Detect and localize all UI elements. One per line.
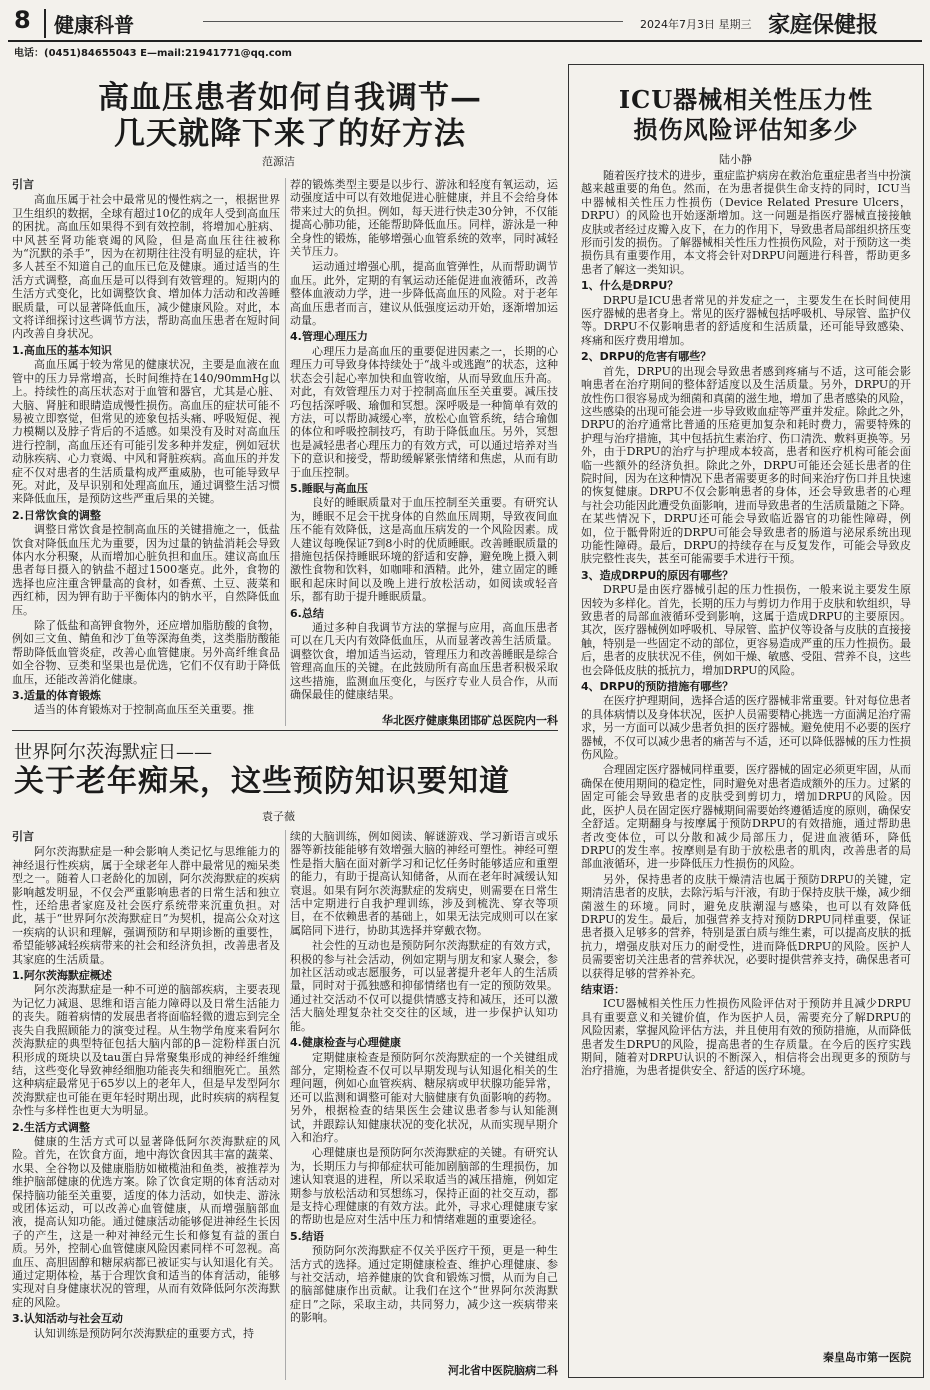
- paragraph: 另外，保持患者的皮肤干燥清洁也属于预防DRPU的关键，定期清洁患者的皮肤，去除污垢与汗液，有助于保持皮肤干燥，减少细菌滋生的环境。同时，避免皮肤潮湿与感染，也可以有效降低DRPU的发生。最后，加强营养支持对预防DRPU同样重要，保证患者摄入足够多的营养，特别是蛋白质与维生素，可以提高皮肤的抵抗力，增强皮肤对压力的耐受性，进而降低DRPU的风险。医护人员需要密切关注患者的营养状况，必要时提供营养支持，确保患者可以获得足够的营养补充。: [581, 872, 911, 980]
- section-heading: 3.适量的体育锻炼: [12, 689, 101, 703]
- paragraph: 良好的睡眠质量对于血压控制至关重要。有研究认为，睡眠不足会干扰身体的自然血压周期，导致夜间血压不能有效降低，这是高血压病发的一个风险因素。成人建议每晚保证7到8小时的优质睡眠。改善睡眠质量的措施包括保持睡眠环境的舒适和安静，避免晚上摄入刺激性食物和饮料，如咖啡和酒精。此外，建立固定的睡眠和起床时间以及晚上进行放松活动，如阅读或轻音乐，都有助于提升睡眠质量。: [290, 496, 558, 604]
- paragraph: 阿尔茨海默症是一种会影响人类记忆与思维能力的神经退行性疾病，属于全球老年人群中最常见的痴呆类型之一。随着人口老龄化的加剧，阿尔茨海默症的疾病影响越发明显，不仅会严重影响患者的日常生活和独立性，还给患者家庭及社会医疗系统带来沉重负担。对此，基于“世界阿尔茨海默症日”为契机，提高公众对这一疾病的认识和理解，强调预防和早期诊断的重要性，希望能够减轻疾病带来的社会和经济负担，改善患者及其家庭的生活质量。: [12, 845, 280, 966]
- paragraph: 心理压力是高血压的重要促进因素之一，长期的心理压力可导致身体持续处于“战斗或逃跑”的状态，这种状态会引起心率加快和血管收缩，从而导致血压升高。对此，有效管理压力对于控制高血压至关重要。减压技巧包括深呼吸、瑜伽和冥想。深呼吸是一种简单有效的方法，可以帮助减缓心率，放松心血管系统，结合瑜伽的体位和呼吸控制技巧，有助于降低血压。另外，冥想也是减轻患者心理压力的有效方式，可以通过培养对当下的意识和接受，帮助缓解紧张情绪和焦虑，从而有助于血压控制。: [290, 344, 558, 479]
- article1-title: [30, 80, 550, 152]
- section-heading: 2.生活方式调整: [12, 1120, 90, 1134]
- article1-column-right: [290, 178, 558, 708]
- article3-author: 陆小静: [719, 153, 752, 166]
- article2-author: 袁子薇: [262, 810, 295, 823]
- article2-kicker: 世界阿尔茨海默症日——: [14, 742, 212, 763]
- masthead-rule: [203, 21, 623, 22]
- paragraph: 首先，DRPU的出现会导致患者感到疼痛与不适，这可能会影响患者在治疗期间的整体舒适度以及生活质量。另外，DRPU的开放性伤口很容易成为细菌和真菌的滋生地，增加了患者感染的风险，这些感染的出现可能会进一步导致败血症等严重并发症。除此之外，DRPU的治疗通常比普通的压疮更加复杂和耗时费力，需要特殊的护理与治疗措施，其中包括抗生素治疗、伤口清洗、敷料更换等。另外，由于DRPU的治疗与护理成本较高，患者和医疗机构可能会面临一些额外的经济负担。除此之外，DRPU可能还会延长患者的住院时间，因为在这种情况下患者需要更多的时间来治疗伤口并且快速的恢复健康。DRPU不仅会影响患者的身体，还会导致患者的心理与社会功能因此遭受负面影响，进而导致患者的生活质量随之下降。在某些情况下，DRPU还可能会导致临近器官的功能性障碍，例如，位于骶骨附近的DRPU可能会导致患者的肠道与泌尿系统出现功能性障碍。最后，DRPU的持续存在与反复发作，可能会导致皮肤完整性丧失，甚至可能需要手术进行干预。: [581, 364, 911, 566]
- section-heading: 4.管理心理压力: [290, 330, 368, 344]
- paragraph: 预防阿尔茨海默症不仅关乎医疗干预，更是一种生活方式的选择。通过定期健康检查、维护心理健康、参与社交活动，培养健康的饮食和锻炼习惯，从而为自己的脑部健康作出贡献。让我们在这个“世界阿尔茨海默症日”之际，采取主动，共同努力，减少这一疾病带来的影响。: [290, 1244, 558, 1325]
- article2-title: 关于老年痴呆，这些预防知识要知道: [14, 764, 510, 799]
- paragraph: ICU器械相关性压力性损伤风险评估对于预防并且减少DRPU具有重要意义和关键价值，作为医护人员，需要充分了解DRPU的风险因素，掌握风险评估方法，并且使用有效的预防措施，从而降低患者发生DRPU的风险，提高患者的生存质量。在今后的医疗实践期间，随着对DRPU认识的不断深入，相信将会出现更多的预防与治疗措施，为患者提供安全、舒适的医疗环境。: [581, 997, 911, 1078]
- section-heading: 4、DRPU的预防措施有哪些？: [581, 680, 734, 694]
- paragraph: 运动通过增强心肌，提高血管弹性，从而帮助调节血压。此外，定期的有氧运动还能促进血液循环，改善整体血液动力学，进一步降低高血压的风险。对于老年高血压患者而言，建议从低强度运动开始，逐渐增加运动量。: [290, 260, 558, 328]
- paragraph: 调整日常饮食是控制高血压的关键措施之一，低盐饮食对降低血压尤为重要，因为过量的钠盐消耗会导致体内水分积聚，从而增加心脏负担和血压。建议高血压患者每日摄入的钠盐不超过1500毫克。此外，食物的选择也应注重含钾量高的食材，如香蕉、土豆、菠菜和西红柿，因为钾有助于平衡体内的钠水平，自然降低血压。: [12, 523, 280, 617]
- paragraph: 高血压属于较为常见的健康状况，主要是血液在血管中的压力异常增高，长时间维持在140/90mmHg以上。持续性的高压状态对于血管和器官，尤其是心脏、大脑、肾脏和眼睛造成慢性损伤。高血压的症状可能不易被立即察觉，但常见的迹象包括头痛、呼吸短促、视力模糊以及脖子背后的不适感。如果没有及时对高血压进行控制，高血压还有可能引发多种并发症，例如冠状动脉疾病、心力衰竭、中风和肾脏疾病。高血压的并发症不仅对患者的生活质量构成严重威胁，也可能导致早死。对此，及早识别和处理高血压，通过调整生活习惯来降低血压，是预防这些严重后果的关键。: [12, 358, 280, 506]
- article1-title-line2: 几天就降下来了的好方法: [114, 116, 466, 152]
- article3-title-line1: ICU器械相关性压力性: [618, 85, 874, 114]
- paragraph: 心理健康也是预防阿尔茨海默症的关键。有研究认为，长期压力与抑郁症状可能加剧脑部的生理损伤，加速认知衰退的进程，所以采取适当的减压措施，例如定期参与放松活动和冥想练习，保持正面的社交互动，都是支持心理健康的有效方法。此外，寻求心理健康专家的帮助也是应对生活中压力和情绪难题的重要途径。: [290, 1146, 558, 1227]
- intro-heading: 引言: [12, 830, 34, 843]
- section-heading: 1.阿尔茨海默症概述: [12, 969, 112, 983]
- paragraph: 在医疗护理期间，选择合适的医疗器械非常重要。针对每位患者的具体病情以及身体状况，医护人员需要精心挑选一方面满足治疗需求，另一方面可以减少患者负担的医疗器械。避免使用不必要的医疗器械，不仅可以减少患者的痛苦与不适，还可以降低器械的压力性损伤风险。: [581, 694, 911, 762]
- section-heading: 5.睡眠与高血压: [290, 481, 368, 495]
- column-divider: [285, 830, 286, 1380]
- section-heading: 4.健康检查与心理健康: [290, 1036, 401, 1050]
- article1-org: 华北医疗健康集团邯矿总医院内一科: [382, 714, 558, 727]
- paragraph: 适当的体育锻炼对于控制高血压至关重要。推: [34, 703, 254, 717]
- article-divider: [12, 730, 558, 731]
- article1-column-left: [12, 178, 280, 726]
- paragraph: 健康的生活方式可以显著降低阿尔茨海默症的风险。首先，在饮食方面，地中海饮食因其丰富的蔬菜、水果、全谷物以及健康脂肪如橄榄油和鱼类，被推荐为维护脑部健康的优选方案。除了饮食定期的体育活动对保持脑功能至关重要，适度的体力活动，如快走、游泳或团体运动，可以改善心血管健康，从而增强脑部血液，提高认知功能。通过健康活动能够促进神经生长因子的产生，这是一种对神经元生长和修复有益的蛋白质。另外，控制心血管健康风险因素同样不可忽视。高血压、高胆固醇和糖尿病都已被证实与认知退化有关。通过定期体检，基于合理饮食和适当的体育活动，能够实现对自身健康状况的管理，从而有效降低阿尔茨海默症的风险。: [12, 1134, 280, 1309]
- section-heading: 1.高血压的基本知识: [12, 343, 112, 357]
- paper-name: 家庭保健报: [768, 12, 879, 38]
- paragraph: DRPU是ICU患者常见的并发症之一，主要发生在长时间使用医疗器械的患者身上。常见的医疗器械包括呼吸机、导尿管、监护仪等。DRPU不仅影响患者的舒适度和生活质量，还可能导致感染、疼痛和医疗费用增加。: [581, 293, 911, 347]
- masthead: [8, 6, 922, 42]
- article1-title-line1: 高血压患者如何自我调节—: [98, 80, 482, 116]
- section-heading: 3.认知活动与社会互动: [12, 1312, 123, 1326]
- article2-org: 河北省中医院脑病二科: [448, 1364, 558, 1377]
- paragraph: 荐的锻炼类型主要是以步行、游泳和轻度有氧运动，运动强度适中可以有效地促进心脏健康，并且不会给身体带来过大的负担。例如，每天进行快走30分钟，不仅能提高心肺功能，还能帮助降低血压。同样，游泳是一种全身性的锻炼，能够增强心血管系统的效率，同时减轻关节压力。: [290, 178, 558, 259]
- article2-column-left: [12, 830, 280, 1380]
- paragraph: 社会性的互动也是预防阿尔茨海默症的有效方式，积极的参与社会活动，例如定期与朋友和家人聚会，参加社区活动或志愿服务，可以显著提升老年人的生活质量，同时对于孤独感和抑郁情绪也有一定的预防效果。通过社交活动不仅可以提供情感支持和减压，还可以激活大脑处理复杂社交交往的区域，进一步保护认知功能。: [290, 939, 558, 1033]
- page-number: 8: [14, 6, 31, 34]
- paragraph: 除了低盐和高钾食物外，还应增加脂肪酸的食物，例如三文鱼、鲭鱼和沙丁鱼等深海鱼类，这类脂肪酸能帮助降低血管炎症，改善心血管健康。另外高纤维食品如全谷物、豆类和坚果也是优选，它们不仅有助于降低血压，还能改善消化健康。: [12, 619, 280, 686]
- paragraph: 高血压属于社会中最常见的慢性病之一，根据世界卫生组织的数据，全球有超过10亿的成年人受到高血压的困扰。高血压如果得不到有效控制，将增加心脏病、中风甚至肾功能衰竭的风险，但是高血压往往被称为“沉默的杀手”，因为在初期往往没有明显的症状，许多人甚至不知道自己的血压已危及健康。通过适当的生活方式调整，高血压是可以得到有效管理的。短期内的生活方式变化，比如调整饮食、增加体力活动和改善睡眠质量，可以显著降低血压，减少健康风险。对此，本文将详细探讨这些调节方法，帮助高血压患者在短时间内改善自身状况。: [12, 193, 280, 341]
- section-heading: 结束语：: [581, 982, 625, 996]
- section-heading: 1、什么是DRPU？: [581, 279, 679, 293]
- paragraph: DRPU是由医疗器械引起的压力性损伤，一般来说主要发生原因较为多样化。首先，长期的压力与剪切力作用于皮肤和软组织，导致患者的局部血液循环受到影响，这属于造成DRPU的主要原因。其次，医疗器械例如呼吸机、导尿管、监护仪等设备与皮肤的直接接触，特别是一些固定不动的部位，更容易造成严重的压力性损伤。最后，患者的皮肤状况不佳，例如干燥、敏感、受阻、营养不良，这些也会降低皮肤的抵抗力，增加DRPU的风险。: [581, 583, 911, 677]
- section-heading: 3、造成DRPU的原因有哪些？: [581, 568, 734, 582]
- article3-box: [568, 64, 924, 1378]
- paragraph: 续的大脑训练，例如阅读、解谜游戏、学习新语言或乐器等新技能能够有效增强大脑的神经可塑性。神经可塑性是指大脑在面对新学习和记忆任务时能够适应和重塑的能力，有助于提高认知储备，从而在老年时减缓认知衰退。如果有阿尔茨海默症的发病史，则需要在日常生活中定期进行自我护理训练，涉及到梳洗、穿衣等项目，在不依赖患者的基础上，如果无法完成则可以在家属陪同下进行，协助其选择并穿戴衣物。: [290, 830, 558, 937]
- article1-author: 范源洁: [262, 155, 295, 168]
- paragraph: 随着医疗技术的进步，重症监护病房在救治危重症患者当中扮演越来越重要的角色。然而，在为患者提供生命支持的同时，ICU当中器械相关性压力性损伤（Device Related Presure Ulcers，DRPU）的风险也开始逐渐增加。这一问题是指医疗器械直接接触皮肤或者经过皮瓣入皮下，在力的作用下，导致患者局部组织挤压变形而引发的损伤。了解器械相关性压力性损伤风险，对于预防这一类损伤具有重要作用，本文将会针对DRPU问题进行科普，帮助更多患者了解这一类知识。: [581, 169, 911, 276]
- article3-title-line2: 损伤风险评估知多少: [633, 115, 859, 144]
- contact-line: 电话：(0451)84655043 E—mail:21941771@qq.com: [14, 48, 292, 59]
- paragraph: 认知训练是预防阿尔茨海默症的重要方式，持: [34, 1326, 254, 1340]
- section-heading: 2.日常饮食的调整: [12, 508, 101, 522]
- column-divider: [285, 178, 286, 726]
- article3-org: 秦皇岛市第一医院: [823, 1351, 911, 1364]
- article3-body: [581, 169, 911, 1341]
- paragraph: 通过多种自我调节方法的掌握与应用，高血压患者可以在几天内有效降低血压，从而显著改善生活质量。调整饮食，增加适当运动，管理压力和改善睡眠是综合管理高血压的关键。在此鼓励所有高血压患者积极采取这些措施，监测血压变化，与医疗专业人员合作，从而确保最佳的健康结果。: [290, 621, 558, 702]
- issue-date: 2024年7月3日 星期三: [640, 18, 752, 31]
- paragraph: 阿尔茨海默症是一种不可逆的脑部疾病，主要表现为记忆力减退、思维和语言能力障碍以及日常生活能力的丧失。随着病情的发展患者将面临轻微的遗忘到完全丧失自我照顾能力的演变过程。从生物学角度来看阿尔茨海默症的典型特征包括大脑内部的β－淀粉样蛋白沉积形成的斑块以及tau蛋白异常聚集形成的神经纤维缠结，这些变化导致神经细胞功能丧失和细胞死亡。虽然这种病症最常见于65岁以上的老年人，但是早发型阿尔茨海默症也可能在更年轻时期出现，此时疾病的病程复杂性与多样性也更大为明显。: [12, 983, 280, 1118]
- section-title: 健康科普: [44, 9, 134, 38]
- section-heading: 6.总结: [290, 606, 324, 620]
- article2-column-right: [290, 830, 558, 1358]
- article3-title: [579, 85, 913, 145]
- section-heading: 2、DRPU的危害有哪些？: [581, 350, 712, 364]
- paragraph: 定期健康检查是预防阿尔茨海默症的一个关键组成部分，定期检查不仅可以早期发现与认知退化相关的生理问题，例如心血管疾病、糖尿病或甲状腺功能异常，还可以监测和调整可能对大脑健康有负面影响的药物。另外，根据检查的结果医生会建议患者参与认知能测试，并跟踪认知健康状况的变化状况，从而实现早期介入和治疗。: [290, 1050, 558, 1144]
- section-heading: 5.结语: [290, 1229, 324, 1243]
- intro-heading: 引言: [12, 178, 34, 191]
- paragraph: 合理固定医疗器械同样重要，医疗器械的固定必须更牢固，从而确保在使用期间的稳定性，同时避免对患者造成额外的压力。过紧的固定可能会导致患者的皮肤受到剪切力，增加DRPU的风险。因此，医护人员在固定医疗器械期间需要始终遵循适度的原则，确保安全舒适。定期翻身与按摩属于预防DRPU的有效措施，通过帮助患者改变体位，可以分散和减少局部压力，促进血液循环，降低DRPU的发生率。按摩则是有助于放松患者的肌肉，改善患者的局部血液循环，进一步降低压力性损伤的风险。: [581, 763, 911, 871]
